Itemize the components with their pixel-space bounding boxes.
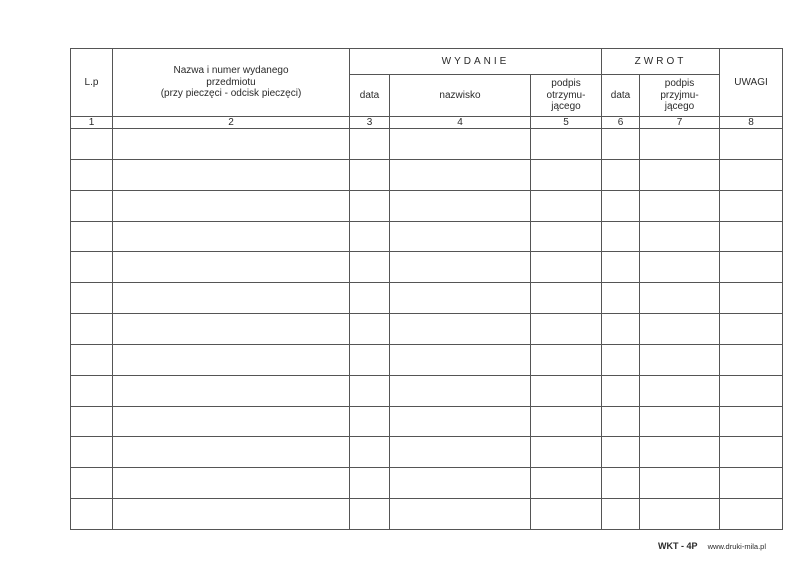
table-cell[interactable]	[390, 190, 531, 221]
table-row	[71, 159, 783, 190]
table-cell[interactable]	[350, 437, 390, 468]
column-number: 1	[71, 116, 113, 129]
table-cell[interactable]	[640, 437, 720, 468]
table-cell[interactable]	[390, 221, 531, 252]
table-cell[interactable]	[390, 499, 531, 530]
table-cell[interactable]	[602, 499, 640, 530]
table-cell[interactable]	[720, 314, 783, 345]
table-row	[71, 406, 783, 437]
table-cell[interactable]	[531, 252, 602, 283]
table-cell[interactable]	[531, 283, 602, 314]
header-zwrot-podpis-line2: przyjmu-	[660, 89, 699, 101]
table-cell[interactable]	[71, 437, 113, 468]
table-cell[interactable]	[390, 314, 531, 345]
table-cell[interactable]	[531, 499, 602, 530]
header-zwrot: ZWROT	[602, 49, 720, 75]
table-cell[interactable]	[602, 283, 640, 314]
table-cell[interactable]	[640, 375, 720, 406]
table-cell[interactable]	[720, 499, 783, 530]
header-wydanie-podpis-line2: otrzymu-	[546, 89, 586, 101]
table-cell[interactable]	[390, 283, 531, 314]
header-zwrot-podpis	[640, 75, 720, 116]
table-cell[interactable]	[531, 190, 602, 221]
table-cell[interactable]	[390, 468, 531, 499]
table-cell[interactable]	[602, 159, 640, 190]
header-item-name	[113, 49, 350, 117]
table-cell[interactable]	[720, 221, 783, 252]
table-cell[interactable]	[602, 129, 640, 160]
table-cell[interactable]	[640, 283, 720, 314]
header-lp: L.p	[71, 49, 113, 117]
table-cell[interactable]	[640, 468, 720, 499]
table-row	[71, 437, 783, 468]
table-row	[71, 468, 783, 499]
table-cell[interactable]	[531, 468, 602, 499]
header-item-name-line3: (przy pieczęci - odcisk pieczęci)	[160, 88, 302, 99]
table-cell[interactable]	[531, 129, 602, 160]
table-row	[71, 190, 783, 221]
table-cell[interactable]	[350, 499, 390, 530]
table-cell[interactable]	[531, 159, 602, 190]
table-cell[interactable]	[113, 406, 350, 437]
table-cell[interactable]	[350, 252, 390, 283]
table-cell[interactable]	[602, 314, 640, 345]
table-cell[interactable]	[71, 159, 113, 190]
table-cell[interactable]	[113, 221, 350, 252]
table-cell[interactable]	[71, 468, 113, 499]
table-cell[interactable]	[390, 406, 531, 437]
column-number: 2	[113, 116, 350, 129]
publisher-site: www.druki-mila.pl	[707, 542, 766, 551]
table-cell[interactable]	[390, 129, 531, 160]
header-wydanie-podpis	[531, 75, 602, 116]
table-cell[interactable]	[71, 375, 113, 406]
table-cell[interactable]	[720, 252, 783, 283]
table-cell[interactable]	[350, 314, 390, 345]
table-body	[71, 129, 783, 530]
register-table	[70, 48, 783, 530]
table-cell[interactable]	[720, 159, 783, 190]
table-row	[71, 375, 783, 406]
table-cell[interactable]	[640, 499, 720, 530]
table-cell[interactable]	[113, 159, 350, 190]
table-cell[interactable]	[113, 468, 350, 499]
table-cell[interactable]	[71, 221, 113, 252]
column-number: 5	[531, 116, 602, 129]
table-row	[71, 283, 783, 314]
table-row	[71, 344, 783, 375]
column-number: 7	[640, 116, 720, 129]
header-item-name-line2: przedmiotu	[206, 76, 256, 88]
table-cell[interactable]	[390, 252, 531, 283]
table-cell[interactable]	[720, 406, 783, 437]
header-uwagi: UWAGI	[720, 49, 783, 117]
table-row	[71, 252, 783, 283]
table-cell[interactable]	[602, 437, 640, 468]
table-row	[71, 221, 783, 252]
table-cell[interactable]	[350, 375, 390, 406]
table-row	[71, 314, 783, 345]
table-cell[interactable]	[350, 221, 390, 252]
table-cell[interactable]	[720, 344, 783, 375]
table-row	[71, 129, 783, 160]
table-cell[interactable]	[720, 375, 783, 406]
table-cell[interactable]	[71, 252, 113, 283]
header-wydanie-nazwisko: nazwisko	[390, 75, 531, 116]
table-cell[interactable]	[390, 344, 531, 375]
table-cell[interactable]	[113, 437, 350, 468]
table-cell[interactable]	[640, 159, 720, 190]
table-cell[interactable]	[602, 344, 640, 375]
header-wydanie-data: data	[350, 75, 390, 116]
table-cell[interactable]	[71, 406, 113, 437]
table-cell[interactable]	[640, 344, 720, 375]
table-cell[interactable]	[390, 159, 531, 190]
header-item-name-line1: Nazwa i numer wydanego	[173, 65, 289, 76]
column-number: 3	[350, 116, 390, 129]
table-cell[interactable]	[350, 406, 390, 437]
table-cell[interactable]	[720, 437, 783, 468]
table-cell[interactable]	[350, 159, 390, 190]
table-cell[interactable]	[390, 437, 531, 468]
table-cell[interactable]	[640, 221, 720, 252]
header-wydanie-podpis-line3: jącego	[551, 101, 581, 113]
table-cell[interactable]	[640, 190, 720, 221]
table-row	[71, 499, 783, 530]
column-number: 8	[720, 116, 783, 129]
table-cell[interactable]	[350, 283, 390, 314]
table-cell[interactable]	[71, 499, 113, 530]
header-zwrot-data: data	[602, 75, 640, 116]
header-zwrot-podpis-line1: podpis	[664, 78, 695, 90]
header-wydanie-podpis-line1: podpis	[551, 78, 581, 90]
table-cell[interactable]	[113, 283, 350, 314]
table-cell[interactable]	[720, 283, 783, 314]
table-cell[interactable]	[640, 314, 720, 345]
table-cell[interactable]	[640, 129, 720, 160]
table-cell[interactable]	[720, 190, 783, 221]
form-code: WKT - 4P	[658, 541, 698, 551]
table-cell[interactable]	[602, 468, 640, 499]
table-cell[interactable]	[71, 129, 113, 160]
table-cell[interactable]	[531, 437, 602, 468]
table-cell[interactable]	[602, 406, 640, 437]
table-cell[interactable]	[350, 129, 390, 160]
table-cell[interactable]	[531, 221, 602, 252]
table-cell[interactable]	[113, 344, 350, 375]
column-number-row	[71, 116, 783, 129]
table-cell[interactable]	[531, 314, 602, 345]
table-cell[interactable]	[113, 129, 350, 160]
table-cell[interactable]	[113, 314, 350, 345]
table-cell[interactable]	[71, 314, 113, 345]
table-cell[interactable]	[640, 406, 720, 437]
table-cell[interactable]	[602, 252, 640, 283]
table-cell[interactable]	[350, 468, 390, 499]
column-number: 6	[602, 116, 640, 129]
column-number: 4	[390, 116, 531, 129]
table-cell[interactable]	[71, 283, 113, 314]
table-cell[interactable]	[602, 375, 640, 406]
table-cell[interactable]	[390, 375, 531, 406]
table-cell[interactable]	[602, 190, 640, 221]
table-cell[interactable]	[350, 190, 390, 221]
table-cell[interactable]	[640, 252, 720, 283]
table-cell[interactable]	[531, 344, 602, 375]
table-cell[interactable]	[71, 190, 113, 221]
table-cell[interactable]	[71, 344, 113, 375]
table-cell[interactable]	[113, 252, 350, 283]
table-cell[interactable]	[720, 129, 783, 160]
header-wydanie: WYDANIE	[350, 49, 602, 75]
table-cell[interactable]	[602, 221, 640, 252]
table-cell[interactable]	[531, 406, 602, 437]
table-cell[interactable]	[531, 375, 602, 406]
table-cell[interactable]	[113, 375, 350, 406]
table-cell[interactable]	[113, 190, 350, 221]
header-zwrot-podpis-line3: jącego	[664, 101, 695, 113]
form-footer	[658, 541, 766, 551]
table-cell[interactable]	[720, 468, 783, 499]
table-cell[interactable]	[113, 499, 350, 530]
table-cell[interactable]	[350, 344, 390, 375]
